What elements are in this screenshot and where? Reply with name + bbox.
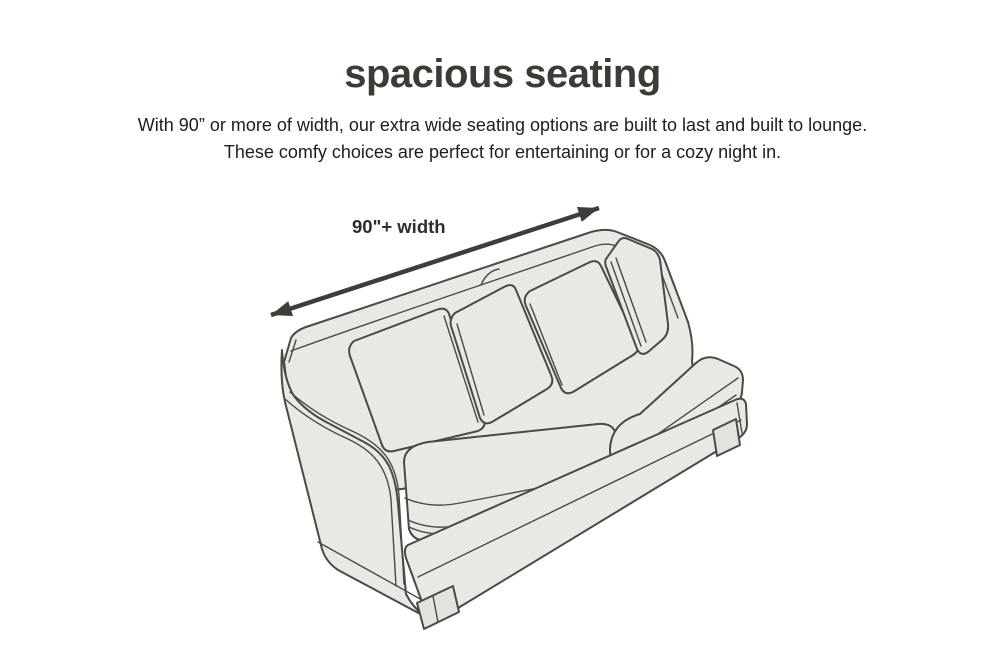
description-line-1: With 90” or more of width, our extra wide seating options are built to last and built to lounge. (137, 115, 868, 135)
width-dimension-label: 90"+ width (352, 216, 446, 237)
page-title: spacious seating (344, 52, 661, 96)
description-line-2: These comfy choices are perfect for entertaining or for a cozy night in. (223, 142, 782, 162)
